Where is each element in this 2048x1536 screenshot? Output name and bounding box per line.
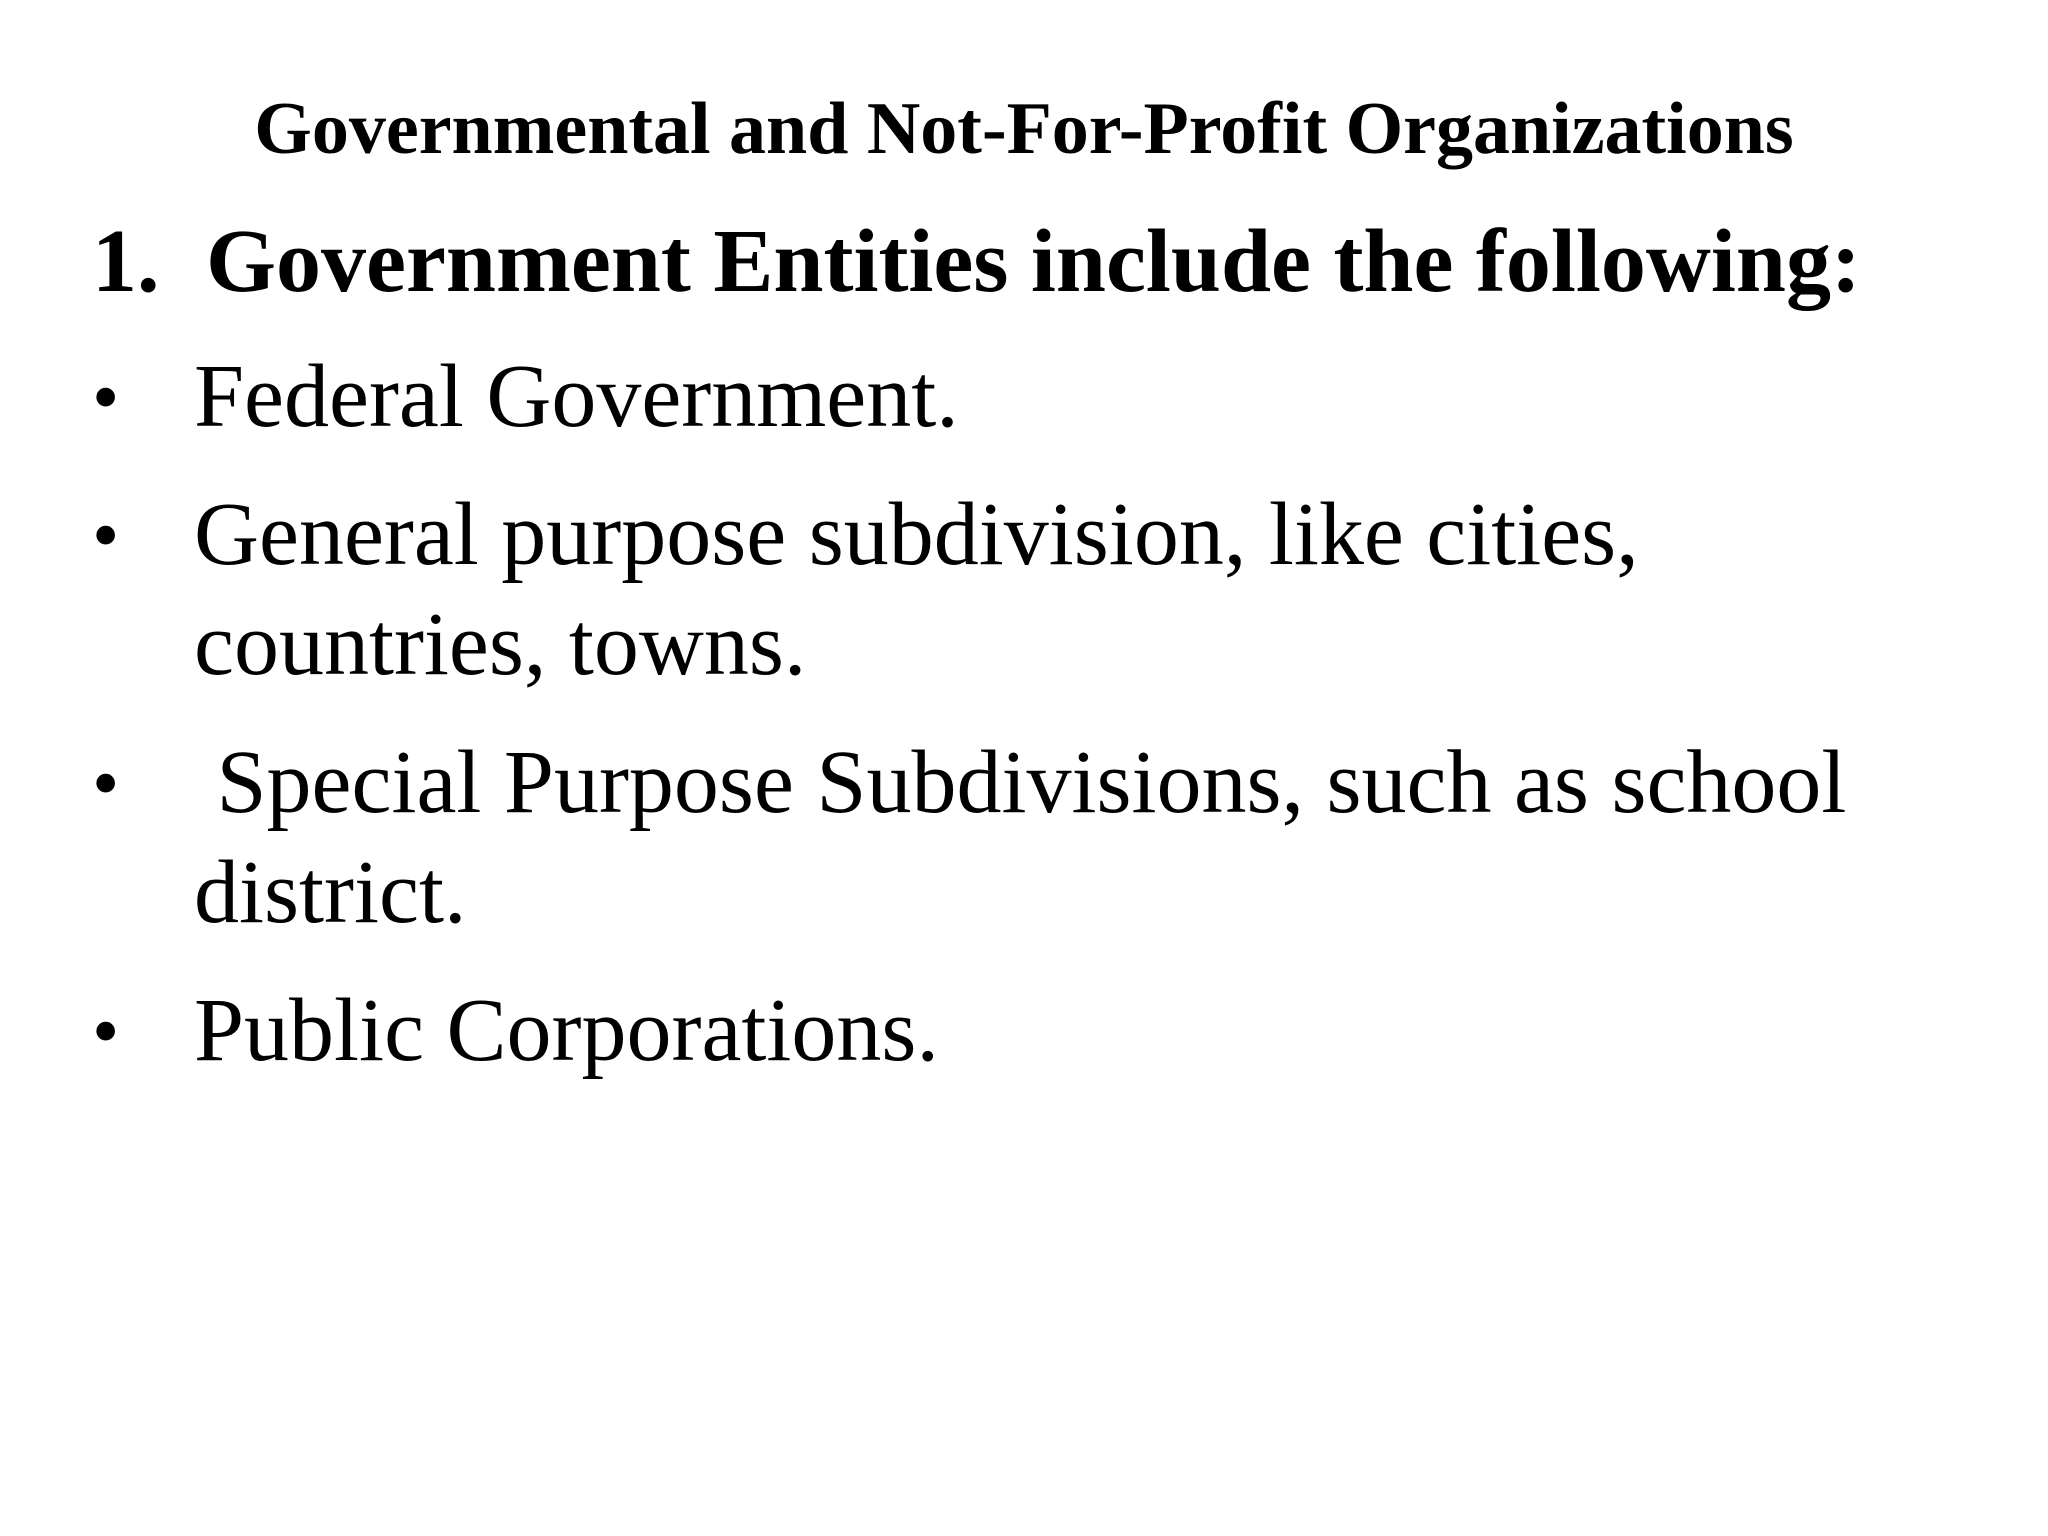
- bullet-text: General purpose subdivision, like cities, countries, towns.: [194, 485, 1662, 694]
- bullet-list: [92, 342, 1972, 1114]
- bullet-text: Federal Government.: [194, 347, 959, 446]
- bullet-icon: •: [92, 353, 120, 440]
- bullet-icon: •: [92, 491, 120, 578]
- list-item: [92, 976, 1972, 1086]
- list-item: [92, 480, 1972, 700]
- heading-number: 1.: [92, 212, 160, 311]
- bullet-icon: •: [92, 739, 120, 826]
- bullet-icon: •: [92, 987, 120, 1074]
- section-heading: [92, 210, 1861, 314]
- slide-title: Governmental and Not-For-Profit Organizations: [254, 88, 1794, 170]
- bullet-text: Special Purpose Subdivisions, such as school district.: [194, 733, 1869, 942]
- list-item: [92, 728, 1972, 948]
- heading-text: Government Entities include the following:: [206, 212, 1861, 311]
- list-item: [92, 342, 1972, 452]
- bullet-text: Public Corporations.: [194, 981, 939, 1080]
